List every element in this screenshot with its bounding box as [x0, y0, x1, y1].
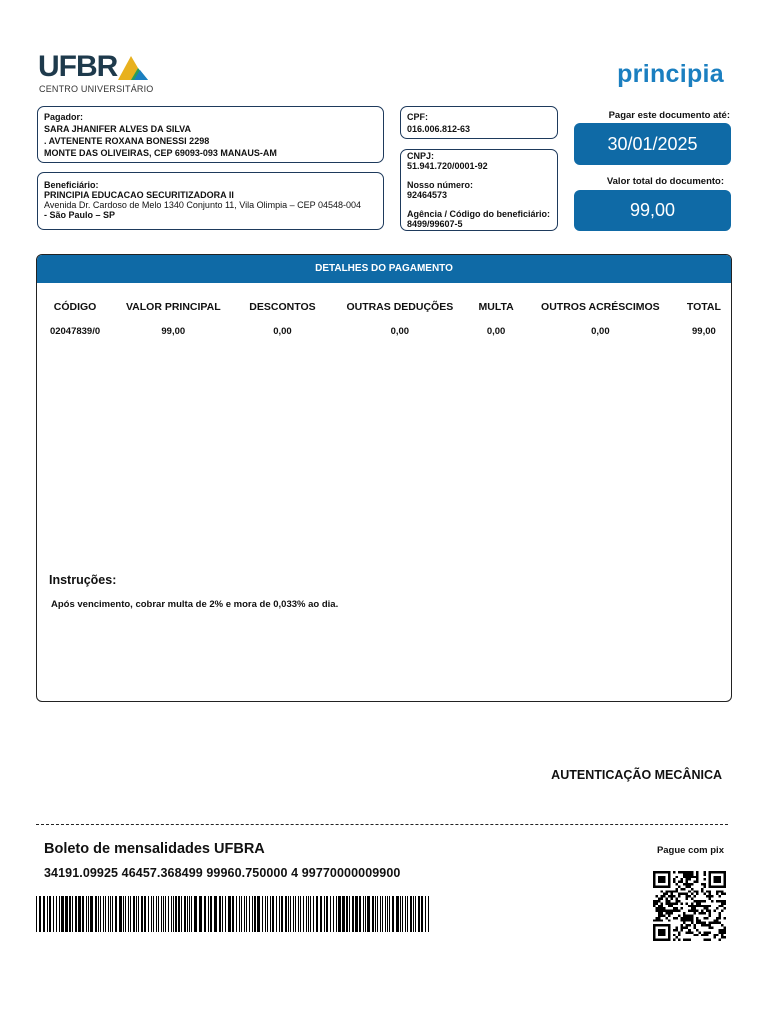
pagador-name: SARA JHANIFER ALVES DA SILVA: [44, 124, 192, 134]
nosso-numero-label: Nosso número:: [407, 180, 474, 190]
pagador-box: [37, 106, 384, 163]
cut-line-divider: [36, 824, 728, 825]
payment-details-panel: [36, 254, 732, 702]
cpf-value: 016.006.812-63: [407, 124, 471, 134]
ufbra-logo-triangle-icon: [118, 56, 148, 80]
col-descontos: DESCONTOS: [249, 301, 316, 313]
payment-details-header: DETALHES DO PAGAMENTO: [37, 255, 731, 283]
col-outras-deducoes: OUTRAS DEDUÇÕES: [346, 301, 454, 313]
col-outros-acrescimos: OUTROS ACRÉSCIMOS: [541, 301, 660, 313]
ufbra-logo: [38, 50, 154, 96]
cell-valor-principal: 99,00: [161, 325, 186, 337]
due-date-label: Pagar este documento até:: [608, 110, 730, 121]
cpf-box: [400, 106, 558, 139]
col-valor-principal: VALOR PRINCIPAL: [125, 301, 221, 313]
agencia-label: Agência / Código do beneficiário:: [407, 209, 551, 219]
instructions-title: Instruções:: [49, 573, 117, 587]
cnpj-box: [400, 149, 558, 231]
pix-label: Pague com pix: [656, 845, 724, 856]
due-date-value: 30/01/2025: [574, 123, 731, 165]
cell-outras-deducoes: 0,00: [390, 325, 410, 337]
cnpj-value: 51.941.720/0001-92: [407, 161, 488, 171]
beneficiario-label: Beneficiário:: [44, 180, 99, 190]
beneficiario-address-line1: Avenida Dr. Cardoso de Melo 1340 Conjunto 11, Vila Olimpia – CEP 04548-004: [44, 200, 362, 210]
nosso-numero-value: 92464573: [407, 190, 448, 200]
beneficiario-box: [37, 172, 384, 230]
cell-multa: 0,00: [486, 325, 506, 337]
linha-digitavel[interactable]: 34191.09925 46457.368499 99960.750000 4 99770000009900: [44, 866, 401, 880]
principia-logo: principia: [617, 60, 724, 88]
col-multa: MULTA: [478, 301, 514, 313]
cell-descontos: 0,00: [273, 325, 292, 337]
barcode-image: [36, 896, 430, 932]
cpf-label: CPF:: [407, 112, 428, 122]
boleto-title: Boleto de mensalidades UFBRA: [44, 841, 265, 857]
col-total: TOTAL: [686, 301, 721, 313]
cell-total: 99,00: [692, 325, 716, 337]
table-header-row: [41, 295, 727, 319]
total-label: Valor total do documento:: [606, 176, 724, 187]
autenticacao-mecanica: AUTENTICAÇÃO MECÂNICA: [551, 768, 722, 782]
agencia-value: 8499/99607-5: [407, 219, 463, 229]
total-value: 99,00: [574, 190, 731, 231]
beneficiario-address-line2: - São Paulo – SP: [44, 210, 116, 220]
beneficiario-name: PRINCIPIA EDUCACAO SECURITIZADORA II: [44, 190, 234, 200]
cnpj-label: CNPJ:: [407, 151, 435, 161]
cell-outros-acrescimos: 0,00: [591, 325, 610, 337]
cell-codigo: 02047839/0: [49, 325, 101, 337]
col-codigo: CÓDIGO: [53, 301, 97, 313]
table-row: [41, 319, 727, 343]
pagador-label: Pagador:: [44, 112, 84, 122]
instructions-text: Após vencimento, cobrar multa de 2% e mora de 0,033% ao dia.: [51, 599, 339, 610]
ufbra-logo-subtitle: CENTRO UNIVERSITÁRIO: [39, 84, 154, 94]
pagador-address-line2: MONTE DAS OLIVEIRAS, CEP 69093-093 MANAUS-AM: [44, 148, 277, 158]
payment-details-table: [41, 295, 727, 343]
pagador-address-line1: . AVTENENTE ROXANA BONESSI 2298: [44, 136, 210, 146]
pix-qr-code[interactable]: [653, 871, 726, 941]
ufbra-logo-text: UFBR: [38, 50, 118, 83]
